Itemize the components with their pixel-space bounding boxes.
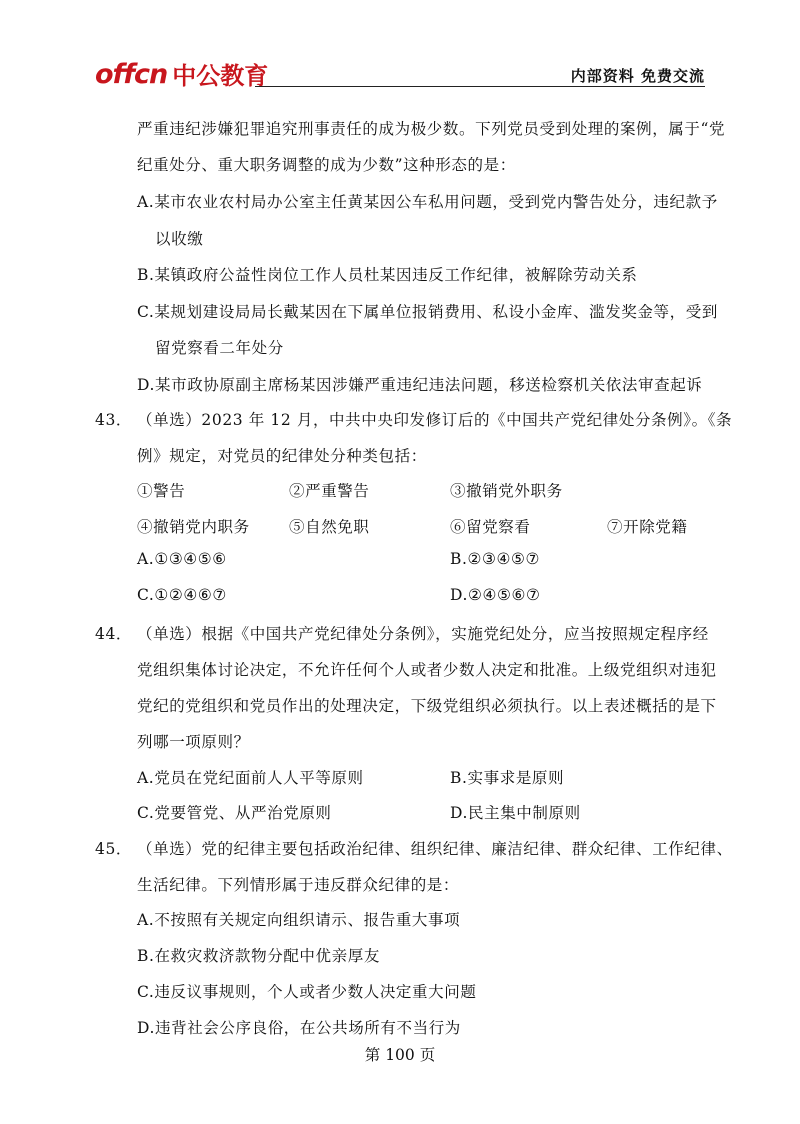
q43-items-row-1: [137, 479, 707, 501]
q43-item-3: ③撤销党外职务: [450, 482, 563, 500]
q42-option-c: C.某规划建设局局长戴某因在下属单位报销费用、私设小金库、滥发奖金等，受到: [137, 303, 718, 321]
q43-option-b: B.②③④⑤⑦: [450, 550, 540, 568]
q44-options-row-1: [137, 766, 707, 788]
q42-stem-line-1: 严重违纪涉嫌犯罪追究刑事责任的成为极少数。下列党员受到处理的案例，属于“党: [137, 120, 726, 138]
q43-option-c: C.①②④⑥⑦: [137, 586, 227, 604]
q43-option-d: D.②④⑤⑥⑦: [450, 586, 541, 604]
q44-stem-text-1: （单选）根据《中国共产党纪律处分条例》，实施党纪处分，应当按照规定程序经: [137, 625, 709, 643]
page-header: [95, 52, 705, 92]
q45-number: 45．: [95, 840, 133, 858]
q43-stem-text-1: （单选）2023 年 12 月，中共中央印发修订后的《中国共产党纪律处分条例》。《条: [137, 411, 733, 429]
q42-option-b: B.某镇政府公益性岗位工作人员杜某因违反工作纪律，被解除劳动关系: [137, 266, 638, 284]
q44-option-c: C.党要管党、从严治党原则: [137, 804, 332, 822]
q43-options-row-1: [137, 550, 707, 568]
q45-option-a: A.不按照有关规定向组织请示、报告重大事项: [137, 911, 461, 929]
header-divider: [255, 86, 705, 87]
q43-item-1: ①警告: [137, 482, 186, 500]
q45-option-b: B.在救灾救济款物分配中优亲厚友: [137, 947, 380, 965]
q43-item-6: ⑥留党察看: [450, 518, 531, 536]
q43-items-row-2: [137, 515, 707, 537]
q43-option-a: A.①③④⑤⑥: [137, 550, 227, 568]
logo-chinese-text: 中公教育: [172, 62, 269, 90]
logo-latin-text: offcn: [95, 59, 168, 90]
q43-item-4: ④撤销党内职务: [137, 518, 250, 536]
q43-item-7: ⑦开除党籍: [607, 518, 688, 536]
q43-item-5: ⑤自然免职: [289, 518, 370, 536]
q45-option-c: C.违反议事规则，个人或者少数人决定重大问题: [137, 983, 477, 1001]
header-note: 内部资料 免费交流: [570, 67, 705, 85]
q42-stem-line-2: 纪重处分、重大职务调整的成为少数”这种形态的是：: [137, 156, 516, 174]
q42-option-a-cont: 以收缴: [155, 230, 204, 248]
q42-option-a: A.某市农业农村局办公室主任黄某因公车私用问题，受到党内警告处分，违纪款予: [137, 193, 718, 211]
q45-option-d: D.违背社会公序良俗，在公共场所有不当行为: [137, 1019, 461, 1037]
q45-stem-text-1: （单选）党的纪律主要包括政治纪律、组织纪律、廉洁纪律、群众纪律、工作纪律、: [137, 840, 733, 858]
page-number: 第 100 页: [364, 1046, 436, 1064]
q44-option-a: A.党员在党纪面前人人平等原则: [137, 769, 364, 787]
q45-stem-line-2: 生活纪律。下列情形属于违反群众纪律的是：: [137, 876, 460, 894]
q42-option-d: D.某市政协原副主席杨某因涉嫌严重违纪违法问题，移送检察机关依法审查起诉: [137, 376, 703, 394]
q44-number: 44．: [95, 625, 133, 643]
q43-options-row-2: [137, 586, 707, 604]
q44-stem-line-1: [95, 622, 709, 644]
q44-option-d: D.民主集中制原则: [450, 804, 581, 822]
q43-number: 43．: [95, 411, 133, 429]
q44-stem-line-3: 党纪的党组织和党员作出的处理决定，下级党组织必须执行。以上表述概括的是下: [137, 697, 717, 715]
q42-option-c-cont: 留党察看二年处分: [155, 339, 284, 357]
offcn-logo: [95, 54, 268, 88]
q43-stem-line-1: [95, 408, 733, 430]
q44-stem-line-4: 列哪一项原则？: [137, 733, 250, 751]
q43-item-2: ②严重警告: [289, 482, 370, 500]
q45-stem-line-1: [95, 837, 733, 859]
q44-option-b: B.实事求是原则: [450, 769, 565, 787]
q44-stem-line-2: 党组织集体讨论决定，不允许任何个人或者少数人决定和批准。上级党组织对违犯: [137, 661, 717, 679]
q43-stem-line-2: 例》规定，对党员的纪律处分种类包括：: [137, 447, 427, 465]
q44-options-row-2: [137, 801, 707, 823]
